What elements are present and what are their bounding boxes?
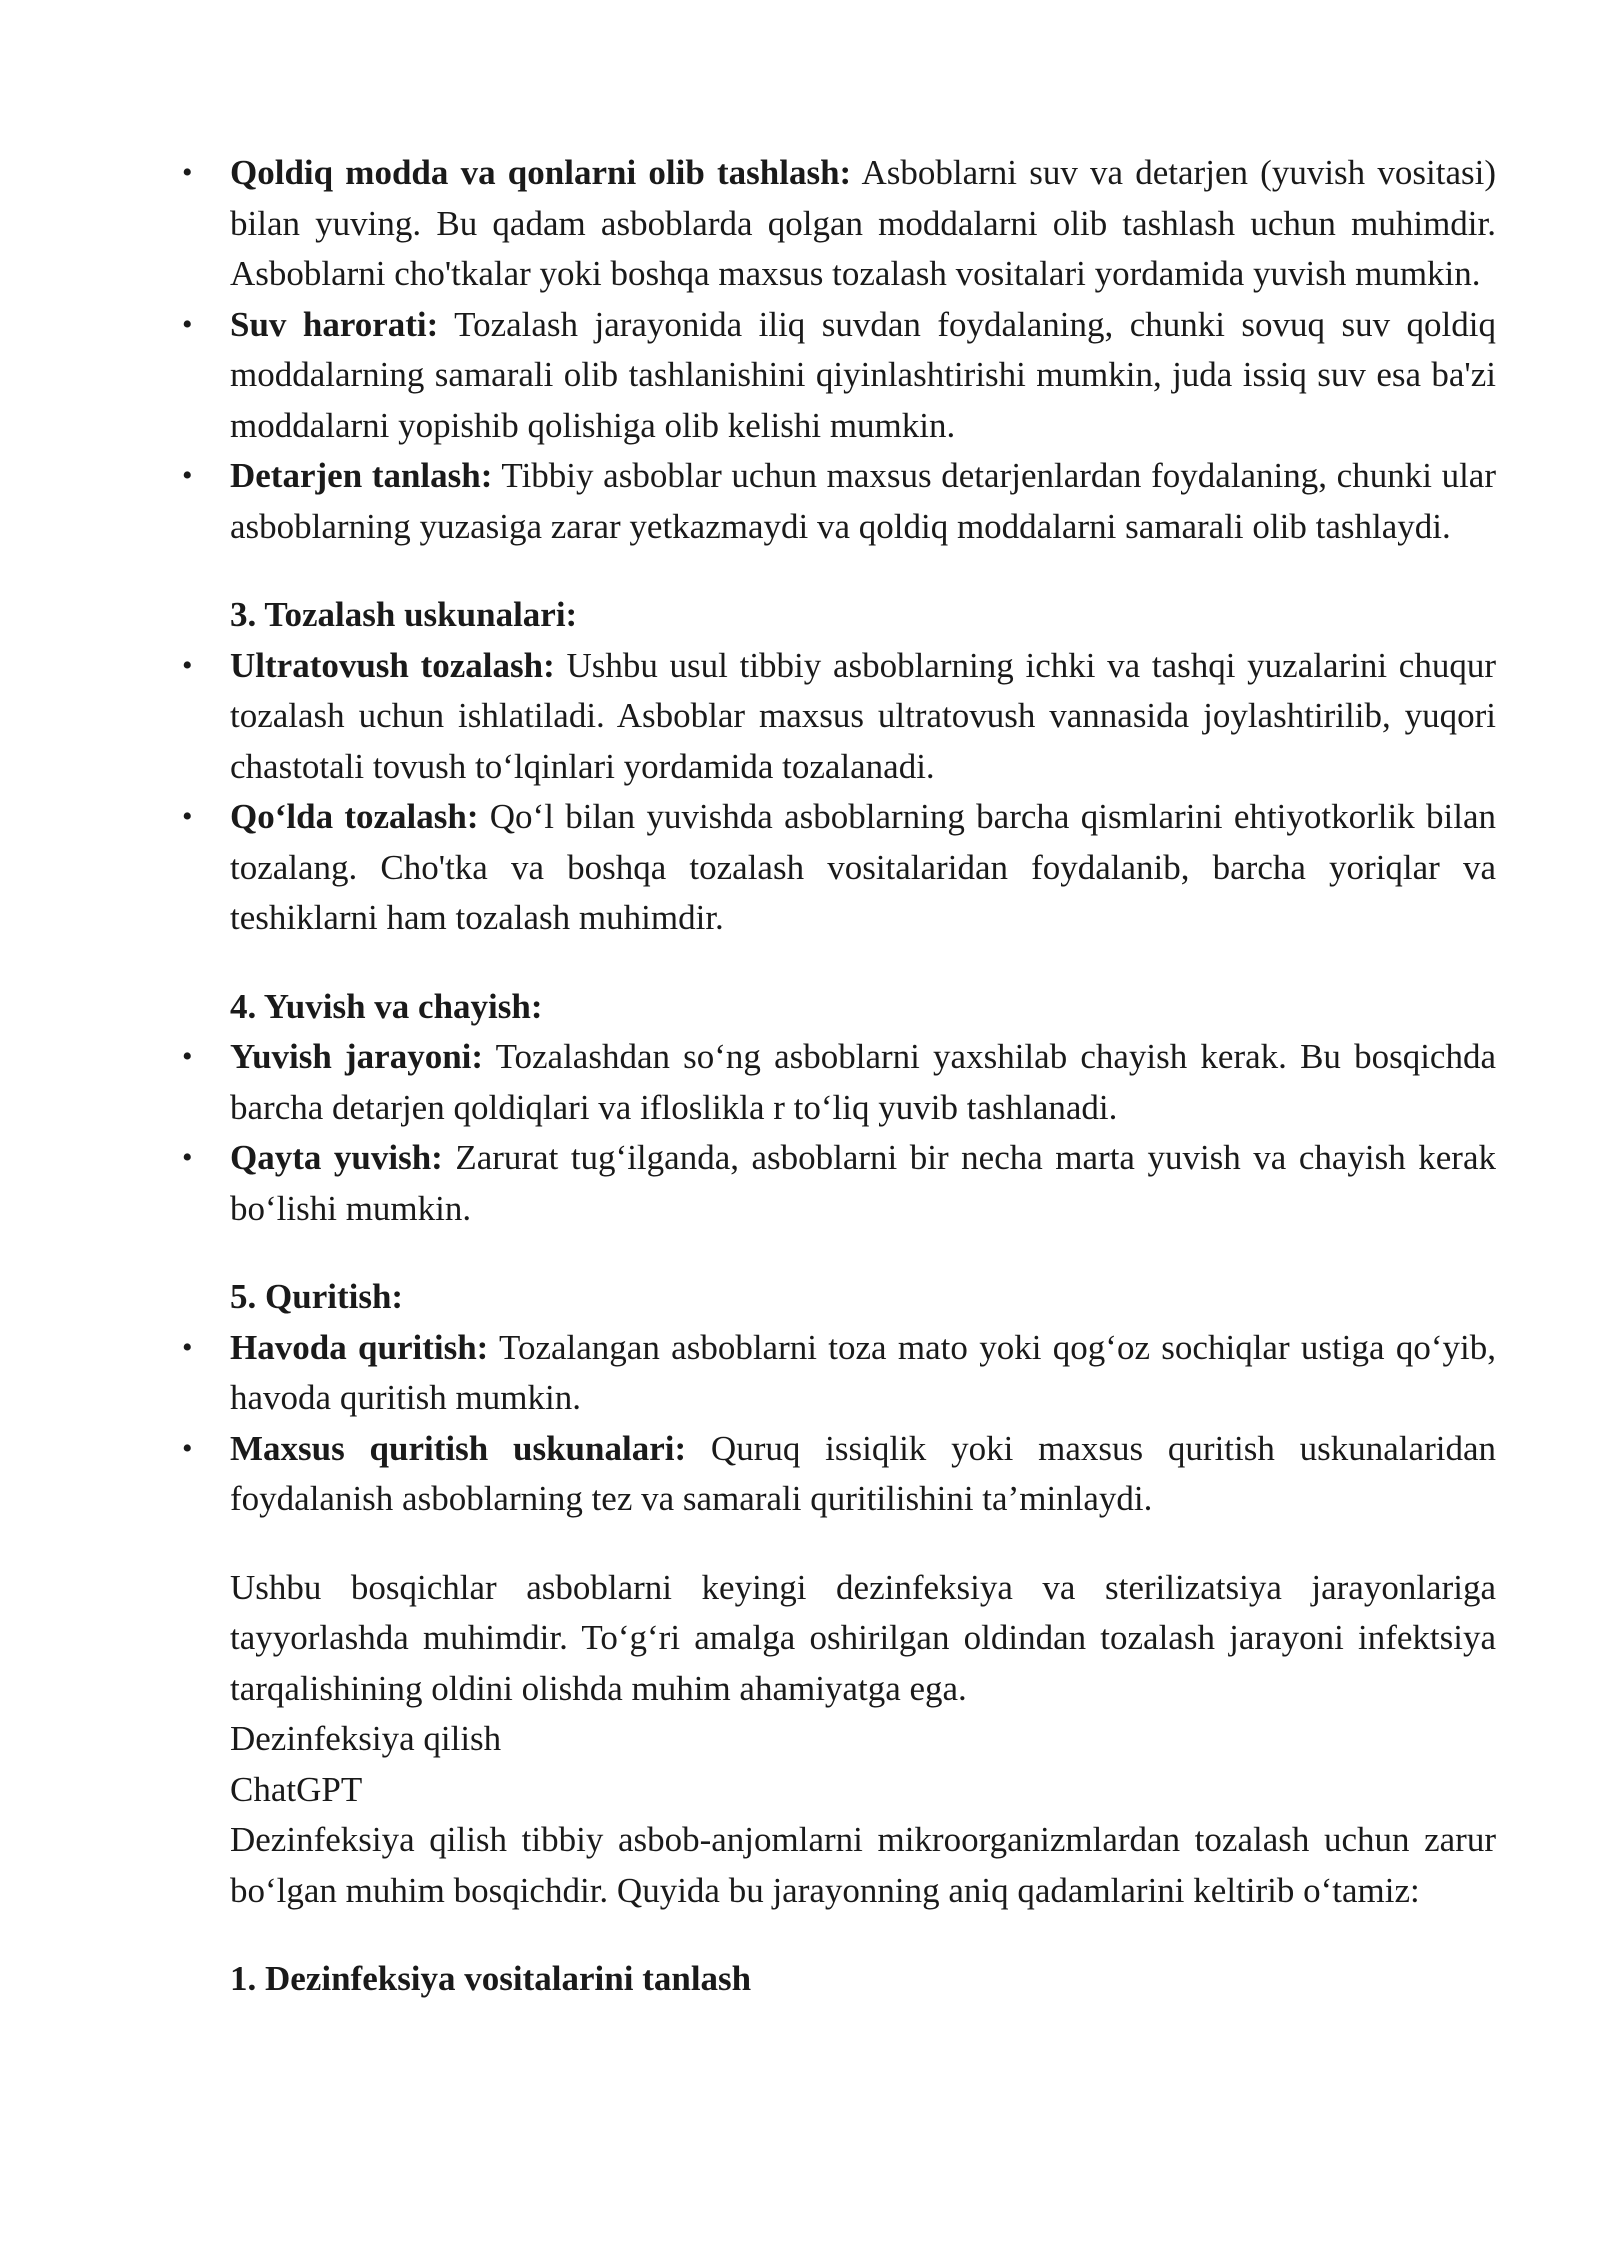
item-text: Quruq issiqlik yoki maxsus quritish uskunalaridan foydalanish asboblarning tez va samarali quritilishini ta’minlaydi. [230, 1428, 1496, 1518]
item-text: Qo‘l bilan yuvishda asboblarning barcha qismlarini ehtiyotkorlik bilan tozalang. Cho'tka va boshqa tozalash vositalaridan foydalanib, barcha yoriqlar va teshiklarni ham tozalash muhimdir. [230, 797, 1496, 937]
list-item [182, 641, 1497, 793]
bullet-icon: • [182, 648, 193, 682]
item-term: Ultratovush tozalash: [230, 645, 555, 685]
disinfection-intro-paragraph: Dezinfeksiya qilish tibbiy asbob-anjomlarni mikroorganizmlardan tozalash uchun zarur bo‘lgan muhim bosqichdir. Quyida bu jarayonning aniq qadamlarini keltirib o‘tamiz: [230, 1820, 1496, 1910]
item-text: Asboblarni suv va detarjen (yuvish vositasi) bilan yuving. Bu qadam asboblarda qolgan moddalarni olib tashlash uchun muhimdir. Asboblarni cho'tkalar yoki boshqa maxsus tozalash vositalari yordamida yuvish mumkin. [230, 153, 1496, 293]
item-term: Havoda quritish: [230, 1327, 489, 1367]
item-term: Qayta yuvish: [230, 1138, 443, 1177]
item-term: Qo‘lda tozalash: [230, 797, 479, 836]
list-item [182, 1032, 1496, 1133]
section-heading: 5. Quritish: [230, 1277, 404, 1316]
bullet-icon: • [182, 1141, 193, 1174]
cleaning-list [182, 148, 1496, 552]
item-term: Suv harorati: [230, 304, 439, 344]
chatgpt-line: ChatGPT [230, 1769, 363, 1809]
item-text: Tozalangan asboblarni toza mato yoki qog‘oz sochiqlar ustiga qo‘yib, havoda quritish mumkin. [230, 1327, 1497, 1417]
disinfection-line: Dezinfeksiya qilish [230, 1719, 502, 1758]
bullet-icon: • [182, 1040, 193, 1073]
item-term: Yuvish jarayoni: [230, 1037, 484, 1076]
washing-list [182, 1032, 1496, 1234]
item-term: Qoldiq modda va qonlarni olib tashlash: [230, 153, 852, 192]
bullet-icon: • [182, 800, 193, 833]
conclusion-paragraph: Ushbu bosqichlar asboblarni keyingi dezinfeksiya va sterilizatsiya jarayonlariga tayyorlashda muhimdir. To‘g‘ri amalga oshirilgan oldindan tozalash jarayoni infektsiya tarqalishining oldini olishda muhim ahamiyatga ega. [230, 1567, 1496, 1708]
list-item [182, 451, 1496, 552]
section-heading: 4. Yuvish va chayish: [230, 986, 543, 1026]
bullet-icon: • [182, 1431, 193, 1465]
list-item [182, 300, 1496, 452]
item-text: Zarurat tug‘ilganda, asboblarni bir necha marta yuvish va chayish kerak bo‘lishi mumkin. [230, 1138, 1496, 1228]
list-item [182, 1133, 1496, 1234]
drying-list [182, 1323, 1497, 1525]
item-text: Tozalash jarayonida iliq suvdan foydalaning, chunki sovuq suv qoldiq moddalarning samarali olib tashlanishini qiyinlashtirishi mumkin, juda issiq suv esa ba'zi moddalarni yopishib qolishiga olib kelishi mumkin. [230, 304, 1496, 445]
item-term: Detarjen tanlash: [230, 456, 493, 495]
bullet-icon: • [182, 156, 193, 189]
document-page [182, 148, 1497, 2005]
list-item [182, 1323, 1497, 1424]
bullet-icon: • [182, 307, 193, 341]
bullet-icon: • [182, 1330, 193, 1364]
list-item [182, 148, 1496, 300]
item-text: Tibbiy asboblar uchun maxsus detarjenlardan foydalaning, chunki ular asboblarning yuzasiga zarar yetkazmaydi va qoldiq moddalarni samarali olib tashlaydi. [230, 456, 1496, 546]
item-text: Ushbu usul tibbiy asboblarning ichki va tashqi yuzalarini chuqur tozalash uchun ishlatiladi. Asboblar maxsus ultratovush vannasida joylashtirilib, yuqori chastotali tovush to‘lqinlari yordamida tozalanadi. [230, 645, 1497, 786]
list-item [182, 792, 1496, 944]
item-text: Tozalashdan so‘ng asboblarni yaxshilab chayish kerak. Bu bosqichda barcha detarjen qoldiqlari va ifloslikla r to‘liq yuvib tashlanadi. [230, 1037, 1496, 1127]
list-item [182, 1424, 1496, 1525]
item-term: Maxsus quritish uskunalari: [230, 1428, 687, 1468]
bullet-icon: • [182, 459, 193, 492]
equipment-list [182, 641, 1497, 944]
section-heading: 3. Tozalash uskunalari: [230, 595, 578, 634]
final-heading: 1. Dezinfeksiya vositalarini tanlash [230, 1959, 752, 1998]
